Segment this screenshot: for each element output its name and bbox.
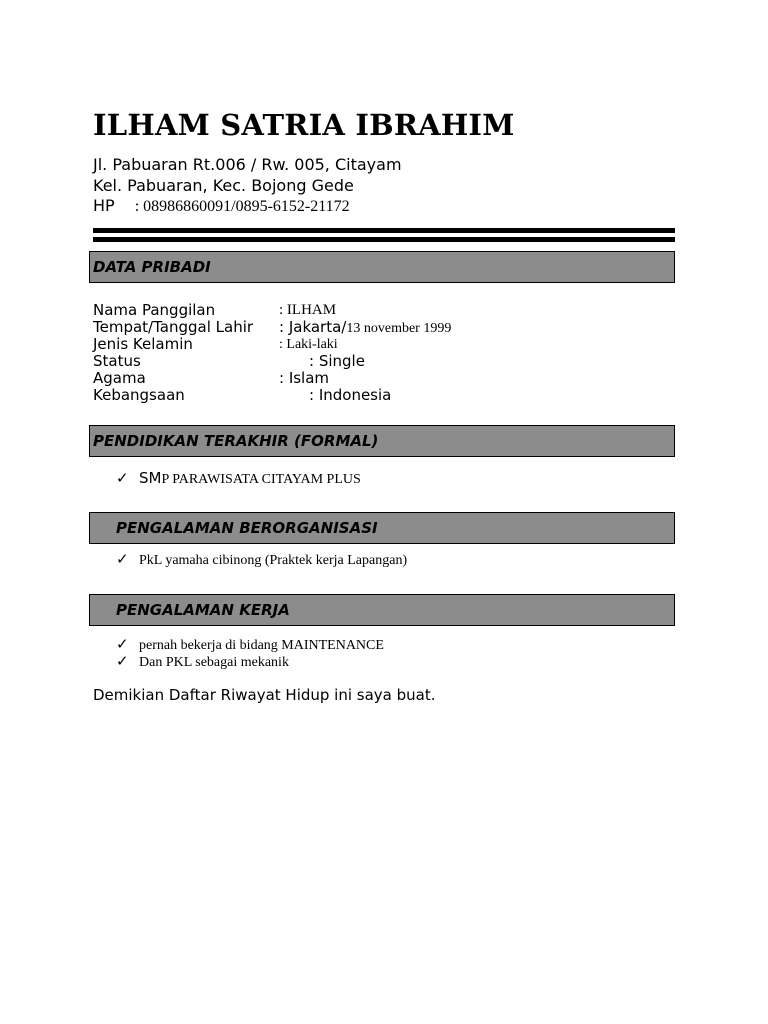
section-personal-title: DATA PRIBADI xyxy=(93,258,211,276)
closing-statement: Demikian Daftar Riwayat Hidup ini saya buat. xyxy=(93,686,436,704)
organization-item xyxy=(116,551,407,569)
section-personal-header xyxy=(89,251,675,283)
personal-row-gender xyxy=(93,336,693,353)
row-label: Kebangsaan xyxy=(93,386,185,404)
work-text: pernah bekerja di bidang MAINTENANCE xyxy=(139,638,384,653)
row-value: : ILHAM xyxy=(279,302,337,318)
row-value: : Islam xyxy=(279,369,330,387)
education-item xyxy=(116,470,361,488)
row-value: : Laki-laki xyxy=(279,337,338,352)
check-icon: ✓ xyxy=(116,635,129,653)
phone-line xyxy=(93,196,350,216)
section-organization-title: PENGALAMAN BERORGANISASI xyxy=(116,519,378,537)
row-label: Agama xyxy=(93,369,146,387)
personal-row-nationality xyxy=(93,387,693,404)
organization-text: PkL yamaha cibinong (Praktek kerja Lapangan) xyxy=(139,553,408,568)
work-item xyxy=(116,636,384,654)
personal-row-nickname xyxy=(93,302,693,319)
work-item xyxy=(116,653,289,671)
check-icon: ✓ xyxy=(116,469,129,487)
address-line-1: Jl. Pabuaran Rt.006 / Rw. 005, Citayam xyxy=(93,155,402,174)
check-icon: ✓ xyxy=(116,652,129,670)
header-rule-bottom xyxy=(93,237,675,242)
personal-row-birth xyxy=(93,319,693,336)
birth-date: 13 november 1999 xyxy=(346,321,452,336)
row-value: : Single xyxy=(309,352,365,370)
section-work-header xyxy=(89,594,675,626)
section-education-title: PENDIDIKAN TERAKHIR (FORMAL) xyxy=(93,432,379,450)
birth-place: : Jakarta/ xyxy=(279,318,347,336)
personal-row-religion xyxy=(93,370,693,387)
section-work-title: PENGALAMAN KERJA xyxy=(116,601,290,619)
row-label: Jenis Kelamin xyxy=(93,335,193,353)
address-line-2: Kel. Pabuaran, Kec. Bojong Gede xyxy=(93,176,354,195)
cv-name: ILHAM SATRIA IBRAHIM xyxy=(93,108,515,142)
section-organization-header xyxy=(89,512,675,544)
row-value xyxy=(279,319,451,337)
header-rule-top xyxy=(93,228,675,233)
row-label: Tempat/Tanggal Lahir xyxy=(93,318,254,336)
check-icon: ✓ xyxy=(116,550,129,568)
row-label: Nama Panggilan xyxy=(93,301,216,319)
phone-value: : 08986860091/0895-6152-21172 xyxy=(134,198,350,215)
personal-row-status xyxy=(93,353,693,370)
row-label: Status xyxy=(93,352,141,370)
education-prefix: SM xyxy=(139,469,162,487)
row-value: : Indonesia xyxy=(309,386,392,404)
education-text: P PARAWISATA CITAYAM PLUS xyxy=(161,472,361,487)
section-education-header xyxy=(89,425,675,457)
work-text: Dan PKL sebagai mekanik xyxy=(139,655,289,670)
phone-label: HP xyxy=(93,196,115,215)
